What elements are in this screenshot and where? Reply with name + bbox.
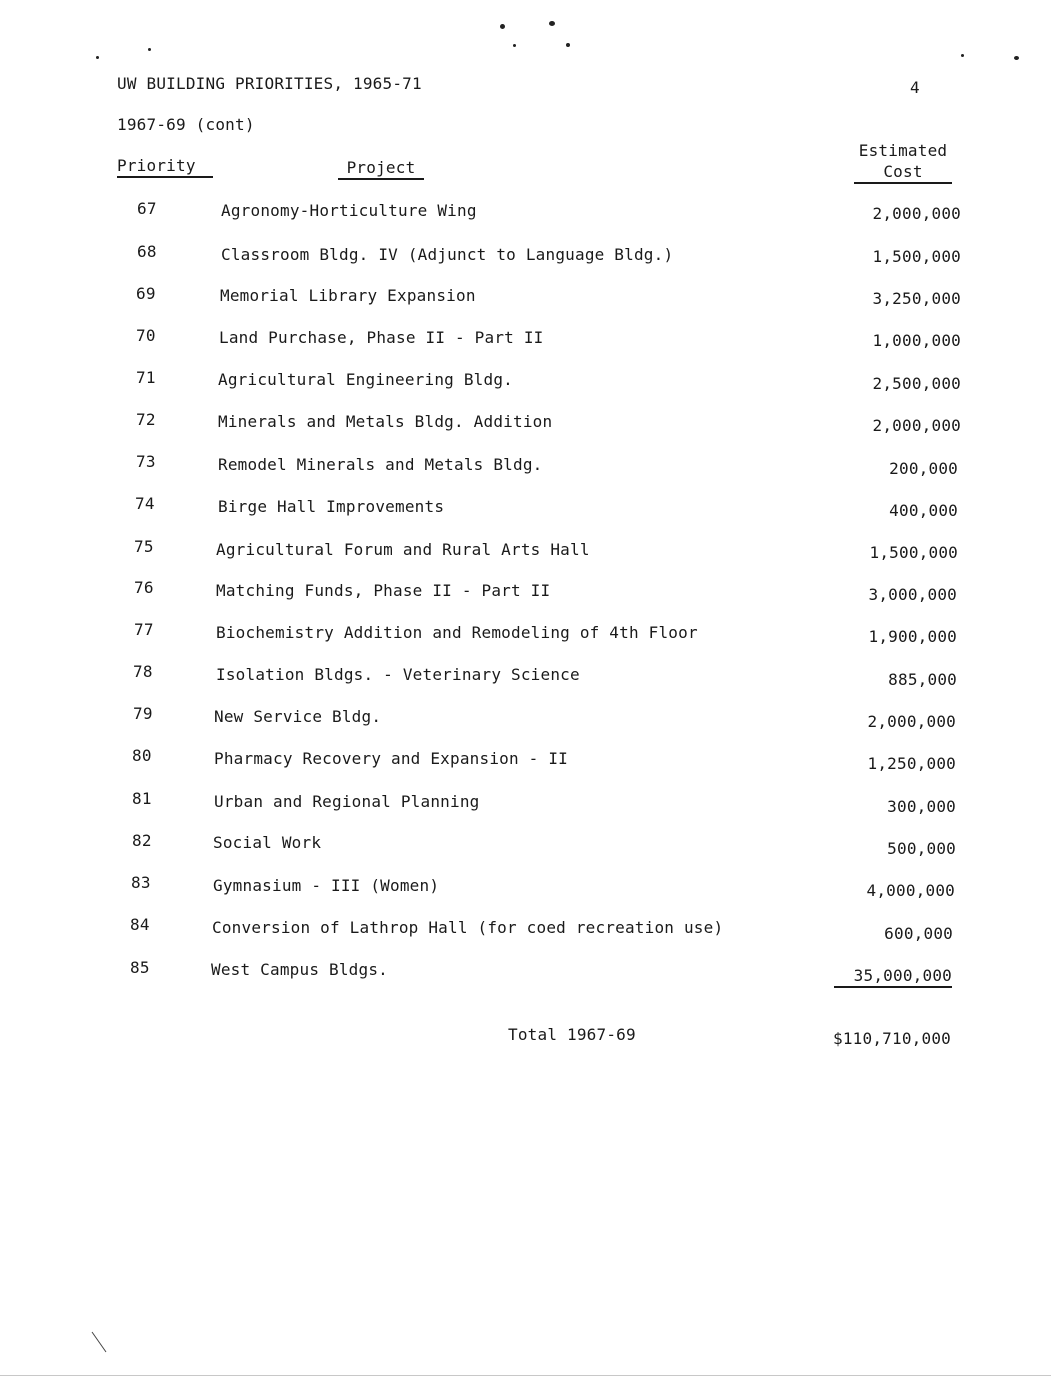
row-priority: 75	[134, 537, 154, 556]
column-header-project: Project	[338, 158, 424, 180]
row-cost: 2,500,000	[872, 374, 961, 393]
row-project: Land Purchase, Phase II - Part II	[219, 328, 544, 347]
section-subtitle: 1967-69 (cont)	[117, 115, 255, 134]
row-priority: 71	[136, 368, 156, 387]
row-cost: 4,000,000	[866, 881, 955, 900]
row-priority: 84	[130, 915, 150, 934]
scan-edge-line	[0, 1375, 1051, 1376]
row-project: Social Work	[213, 833, 322, 852]
column-header-cost-line1: Estimated	[858, 141, 948, 160]
row-cost: 2,000,000	[872, 416, 961, 435]
row-priority: 67	[137, 199, 157, 218]
row-priority: 79	[133, 704, 153, 723]
row-priority: 68	[137, 242, 157, 261]
row-cost: 200,000	[889, 459, 958, 478]
row-priority: 82	[132, 831, 152, 850]
row-cost: 1,000,000	[872, 331, 961, 350]
row-project: Minerals and Metals Bldg. Addition	[218, 412, 553, 431]
document-title: UW BUILDING PRIORITIES, 1965-71	[117, 74, 422, 93]
row-priority: 76	[134, 578, 154, 597]
row-cost: 1,250,000	[867, 754, 956, 773]
row-priority: 74	[135, 494, 155, 513]
total-label: Total 1967-69	[508, 1025, 636, 1044]
scan-speck	[549, 21, 555, 26]
row-project: Gymnasium - III (Women)	[213, 876, 440, 895]
row-priority: 80	[132, 746, 152, 765]
row-priority: 77	[134, 620, 154, 639]
row-priority: 83	[131, 873, 151, 892]
row-priority: 70	[136, 326, 156, 345]
row-priority: 85	[130, 958, 150, 977]
scan-speck	[513, 44, 516, 47]
row-project: New Service Bldg.	[214, 707, 382, 726]
column-header-priority: Priority	[117, 156, 213, 178]
row-cost: 3,000,000	[868, 585, 957, 604]
row-cost: 400,000	[889, 501, 958, 520]
column-header-cost	[854, 141, 952, 184]
row-priority: 69	[136, 284, 156, 303]
row-cost: 1,500,000	[872, 247, 961, 266]
row-project: Memorial Library Expansion	[220, 286, 476, 305]
total-value: $110,710,000	[833, 1029, 951, 1048]
scan-speck	[1014, 56, 1019, 60]
row-cost: 2,000,000	[872, 204, 961, 223]
scan-speck	[500, 24, 505, 29]
page-number: 4	[910, 78, 920, 97]
row-cost: 1,900,000	[868, 627, 957, 646]
row-project: Conversion of Lathrop Hall (for coed recreation use)	[212, 918, 724, 937]
row-priority: 72	[136, 410, 156, 429]
row-cost: 1,500,000	[869, 543, 958, 562]
row-priority: 73	[136, 452, 156, 471]
row-cost: 2,000,000	[867, 712, 956, 731]
row-project: Matching Funds, Phase II - Part II	[216, 581, 551, 600]
column-header-cost-line2: Cost	[854, 162, 952, 184]
row-cost: 885,000	[888, 670, 957, 689]
row-cost: 35,000,000	[834, 966, 952, 988]
row-project: Agronomy-Horticulture Wing	[221, 201, 477, 220]
row-project: Isolation Bldgs. - Veterinary Science	[216, 665, 580, 684]
row-priority: 81	[132, 789, 152, 808]
row-project: Urban and Regional Planning	[214, 792, 480, 811]
scan-speck	[148, 48, 151, 51]
row-project: Birge Hall Improvements	[218, 497, 445, 516]
row-project: Pharmacy Recovery and Expansion - II	[214, 749, 568, 768]
row-cost: 600,000	[884, 924, 953, 943]
row-cost: 500,000	[887, 839, 956, 858]
scan-speck	[96, 56, 99, 59]
row-project: Biochemistry Addition and Remodeling of 4th Floor	[216, 623, 698, 642]
scan-speck	[961, 54, 964, 57]
row-cost: 3,250,000	[872, 289, 961, 308]
row-priority: 78	[133, 662, 153, 681]
row-project: Remodel Minerals and Metals Bldg.	[218, 455, 543, 474]
row-project: Agricultural Engineering Bldg.	[218, 370, 513, 389]
row-cost: 300,000	[887, 797, 956, 816]
row-project: Classroom Bldg. IV (Adjunct to Language Bldg.)	[221, 245, 674, 264]
scan-mark	[90, 1330, 110, 1354]
scan-speck	[566, 43, 570, 47]
row-project: Agricultural Forum and Rural Arts Hall	[216, 540, 590, 559]
row-project: West Campus Bldgs.	[211, 960, 388, 979]
